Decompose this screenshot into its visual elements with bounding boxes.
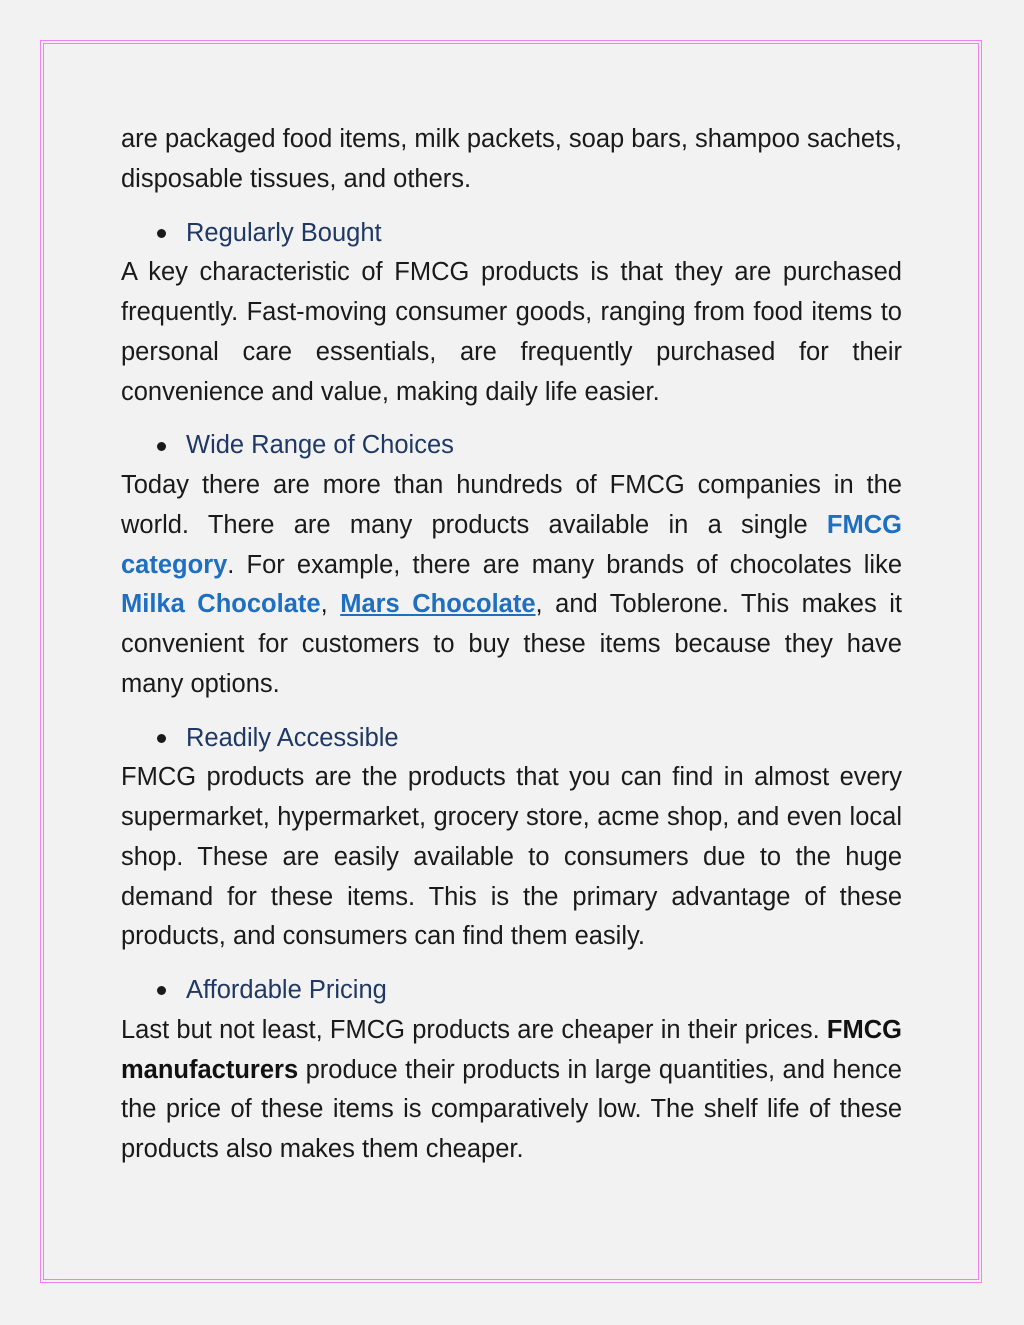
intro-paragraph: are packaged food items, milk packets, soap bars, shampoo sachets, disposable tissues, and others. [121, 125, 902, 193]
text-span: Last but not least, FMCG products are cheaper in their prices. [121, 1015, 827, 1044]
section-heading: Wide Range of Choices [186, 431, 454, 460]
bullet-readily-accessible [157, 718, 902, 758]
text-span: produce their products in large quantities, and hence the price of these items is comparatively low. The shelf life of these products also makes them cheaper. [121, 1055, 902, 1164]
paragraph-affordable-pricing [121, 1011, 902, 1170]
document-content [121, 120, 902, 1170]
text-span: . For example, there are many brands of chocolates like [227, 550, 902, 579]
link-milka-chocolate[interactable]: Milka Chocolate [121, 590, 321, 619]
paragraph-readily-accessible: FMCG products are the products that you can find in almost every supermarket, hypermarket, grocery store, acme shop, and even local shop. These are easily available to consumers due to the huge demand for these items. This is the primary advantage of these products, and consumers can find them easily. [121, 763, 902, 951]
bullet-wide-range [157, 426, 902, 466]
bullet-affordable-pricing [157, 971, 902, 1011]
bold-fmcg-manufacturers: FMCG manufacturers [121, 1015, 902, 1084]
text-span: , and Toblerone. This makes it convenient for customers to buy these items because they have many options. [121, 590, 902, 698]
bullet-dot-icon [157, 734, 166, 743]
paragraph-regularly-bought: A key characteristic of FMCG products is that they are purchased frequently. Fast-moving consumer goods, ranging from food items to personal care essentials, are frequently purchased for their convenience and value, making daily life easier. [121, 258, 902, 406]
bullet-dot-icon [157, 229, 166, 238]
paragraph-wide-range [121, 466, 902, 704]
section-heading: Readily Accessible [186, 723, 399, 752]
text-span: Today there are more than hundreds of FMCG companies in the world. There are many products available in a single [121, 471, 902, 539]
bullet-dot-icon [157, 986, 166, 995]
link-mars-chocolate[interactable]: Mars Chocolate [340, 590, 536, 619]
bullet-regularly-bought [157, 213, 902, 253]
text-span: , [320, 590, 341, 619]
link-fmcg-category[interactable]: FMCG category [121, 510, 902, 579]
section-heading: Regularly Bought [186, 218, 382, 247]
bullet-dot-icon [157, 442, 166, 451]
section-heading: Affordable Pricing [186, 976, 387, 1005]
